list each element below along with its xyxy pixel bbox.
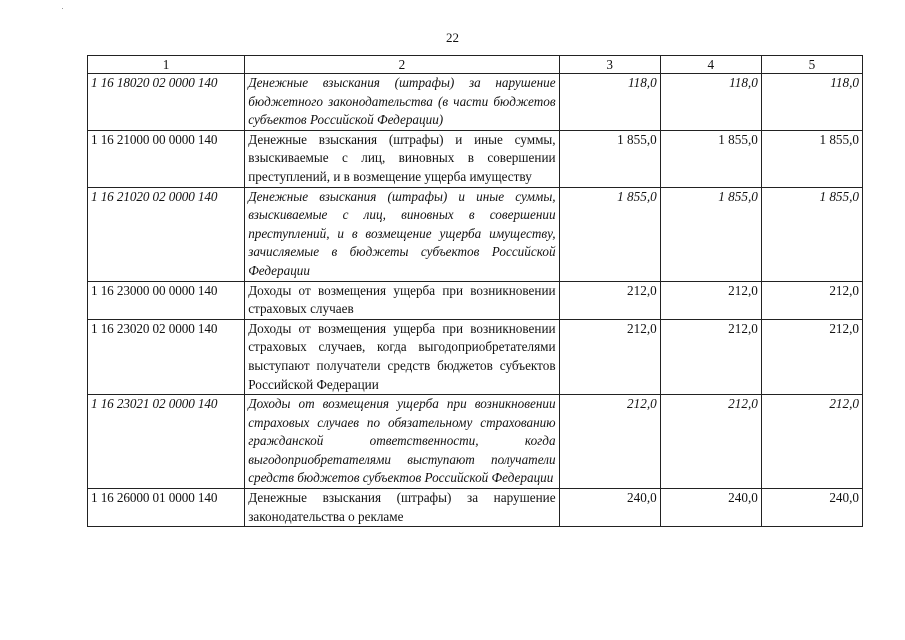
table-row [88,130,863,187]
table-row [88,281,863,319]
revenue-table [87,55,863,527]
budget-code: 1 16 23000 00 0000 140 [88,281,245,319]
amount-col-4: 240,0 [660,489,761,527]
header-col-2: 2 [245,56,559,74]
amount-col-3: 212,0 [559,319,660,394]
budget-code: 1 16 26000 01 0000 140 [88,489,245,527]
amount-col-5: 118,0 [761,74,862,131]
table-row [88,319,863,394]
header-row [88,56,863,74]
header-col-5: 5 [761,56,862,74]
table-row [88,395,863,489]
amount-col-3: 212,0 [559,281,660,319]
header-col-3: 3 [559,56,660,74]
amount-col-3: 118,0 [559,74,660,131]
table-row [88,489,863,527]
header-col-1: 1 [88,56,245,74]
budget-code: 1 16 21020 02 0000 140 [88,187,245,281]
budget-code: 1 16 18020 02 0000 140 [88,74,245,131]
table-row [88,187,863,281]
amount-col-4: 1 855,0 [660,130,761,187]
budget-code: 1 16 23021 02 0000 140 [88,395,245,489]
revenue-name: Денежные взыскания (штрафы) и иные суммы, взыскиваемые с лиц, виновных в совершении преступлений, и в возмещение ущерба имуществу, зачисляемые в бюджеты субъектов Российской Федерации [245,187,559,281]
amount-col-4: 118,0 [660,74,761,131]
amount-col-4: 212,0 [660,395,761,489]
amount-col-5: 1 855,0 [761,130,862,187]
amount-col-3: 1 855,0 [559,187,660,281]
header-col-4: 4 [660,56,761,74]
revenue-name: Доходы от возмещения ущерба при возникновении страховых случаев, когда выгодоприобретателями выступают получатели средств бюджетов субъектов Российской Федерации [245,319,559,394]
amount-col-5: 212,0 [761,281,862,319]
revenue-name: Денежные взыскания (штрафы) за нарушение бюджетного законодательства (в части бюджетов субъектов Российской Федерации) [245,74,559,131]
scan-speck [62,8,63,9]
amount-col-5: 240,0 [761,489,862,527]
page-number: 22 [446,30,459,45]
amount-col-5: 212,0 [761,395,862,489]
amount-col-4: 1 855,0 [660,187,761,281]
revenue-name: Денежные взыскания (штрафы) и иные суммы, взыскиваемые с лиц, виновных в совершении преступлений, и в возмещение ущерба имуществу [245,130,559,187]
table-row [88,74,863,131]
amount-col-5: 1 855,0 [761,187,862,281]
amount-col-5: 212,0 [761,319,862,394]
revenue-name: Денежные взыскания (штрафы) за нарушение законодательства о рекламе [245,489,559,527]
amount-col-4: 212,0 [660,281,761,319]
revenue-name: Доходы от возмещения ущерба при возникновении страховых случаев по обязательному страхованию гражданской ответственности, когда выгодоприобретателями выступают получатели средств бюджетов субъектов Российской Федерации [245,395,559,489]
amount-col-3: 212,0 [559,395,660,489]
budget-code: 1 16 21000 00 0000 140 [88,130,245,187]
revenue-name: Доходы от возмещения ущерба при возникновении страховых случаев [245,281,559,319]
amount-col-4: 212,0 [660,319,761,394]
amount-col-3: 1 855,0 [559,130,660,187]
budget-code: 1 16 23020 02 0000 140 [88,319,245,394]
amount-col-3: 240,0 [559,489,660,527]
